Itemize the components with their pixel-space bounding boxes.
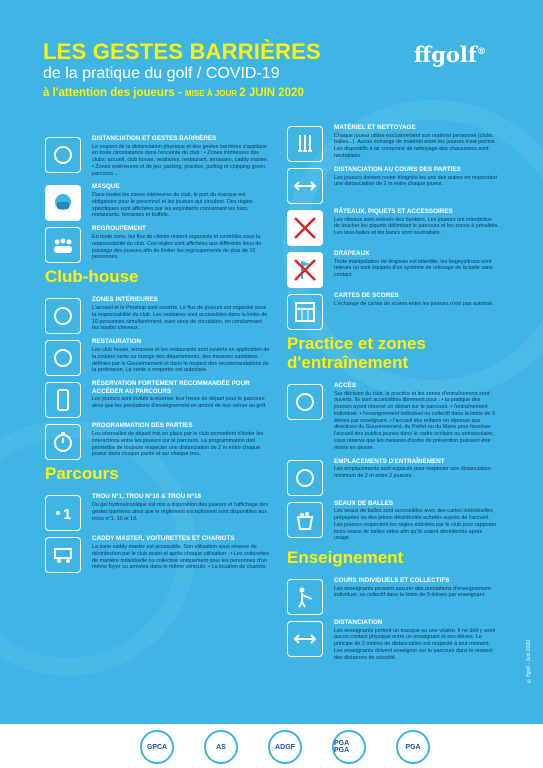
update-date: 2 JUIN 2020 [239, 87, 304, 99]
rule-item [287, 500, 499, 542]
rule-title: EMPLACEMENTS D'ENTRAÎNEMENT [334, 457, 445, 465]
flag-crossed-icon [287, 252, 323, 288]
rule-text: Du gel hydroalcoolique est mis à disposition des joueurs et l'affichage des gestes barrières ainsi que le règlement exceptionnel sont disponibles aux trous n°1, 10 et 18. [92, 501, 268, 522]
rule-text: Dans toutes les zones intérieures du club, le port du masque est obligatoire pour le personnel et les joueurs qui circulent. Des règles spécifiques sont affichées par les exploitants concernant les bars, restaurants, terrasses et buffets. [92, 191, 253, 219]
rule-title: DISTANCIATION AU COURS DES PARTIES [334, 166, 461, 173]
rule-title: SEAUX DE BALLES [334, 499, 394, 507]
update-label: MISE À JOUR [185, 89, 240, 98]
ffgolf-logo [414, 42, 486, 67]
rule-item [45, 422, 270, 458]
scorecard-icon [287, 294, 323, 330]
practice-access-icon [287, 384, 323, 420]
section-title: Parcours [45, 464, 119, 484]
rule-item [45, 225, 270, 261]
stopwatch-icon [45, 424, 81, 460]
golf-cart-icon [45, 537, 81, 573]
sofa-icon [45, 298, 81, 334]
rule-text: Les seaux de balles sont accessibles avec des cartes individuelles prépayées ou des jetons désinfectés achetés auprès de l'accueil. Les joueurs respectent les règles édictées par le club pour rapporter leurs seaux de balles vides afin qu'ils soient désinfectés après usage. [334, 508, 497, 542]
rule-item [45, 535, 270, 571]
group-icon [45, 227, 81, 263]
rule-title: DISTANCIATION ET GESTES BARRIÈRES [92, 135, 217, 142]
rule-text: Chaque joueur utilise exclusivement son matériel personnel (clubs, balles...). Aucun échange de matériel entre les joueurs n'est permis. Les dispositifs à air comprimé de nettoyage des chaussures sont neutralisés. [334, 132, 496, 159]
rule-item [287, 208, 499, 244]
rule-title: COURS INDIVIDUELS ET COLLECTIFS [334, 577, 450, 585]
hole-one-icon [45, 495, 81, 531]
rule-item [287, 124, 499, 160]
rule-item [45, 338, 270, 374]
rule-text: Les intervalles de départ mis en place par le club permettent d'éviter les interactions entre les joueurs sur le parcours. La programmation doit permettre de toujours respecter une distanciation de 2 m entre chaque joueur dans chaque partie et sur chaque trou. [92, 430, 264, 458]
coach-icon [287, 579, 323, 615]
phone-icon [45, 382, 81, 418]
subtitle-part-a: de la pratique du golf [43, 65, 193, 82]
audience-text: à l'attention des joueurs - [43, 87, 186, 99]
rule-item [287, 619, 499, 661]
rule-title: MASQUE [92, 183, 120, 191]
subtitle-separator: / [192, 65, 206, 82]
logo-text: ffgolf [414, 42, 477, 67]
rule-title: ACCÈS [334, 382, 357, 389]
subtitle-part-b: COVID-19 [205, 65, 280, 82]
training-spots-icon [287, 460, 323, 496]
section-title [287, 334, 499, 372]
rule-text: Les club house, terrasses et les restaurants sont ouverts en application de la couleur verte ou orange des départements, des mesures sanitaires définies par le Gouvernement et dans le respect des recommandations de la profession. La vente à emporter est autorisée. [92, 346, 270, 374]
sponsor-logo: PGA PGA [332, 730, 366, 764]
rule-text: Les emplacements sont espacés pour respecter une distanciation minimum de 2 m entre 2 joueurs. [334, 466, 491, 479]
rule-item [45, 183, 270, 219]
distancing-icon [45, 137, 81, 173]
sponsor-logo: PGA [396, 730, 430, 764]
rake-crossed-icon [287, 210, 323, 246]
rule-title: DISTANCIATION [334, 619, 383, 627]
rule-text: Toute manipulation de drapeau est interdite, les bogeys/trous sont relevés ou sont équipés d'un système de relevage de la balle sans contact. [334, 258, 493, 279]
rule-text: Sur décision du club, le practice et les zones d'entraînement sont ouverts. Ils sont accessibles librement pour : • la pratique des joueurs ayant réservé un départ sur le parcours. • l'entraînement individuel. • l'enseignement individuel ou collectif dans la limite de 9 élèves par enseignant. • l'accueil des enfants en réponse aux directives du Gouvernement, du Préfet ou du Maire pour favoriser l'accueil des publics jeunes dans le cadre scolaire ou extrascolaire, sous réserve que les mesures d'ordre de prévention puissent être mises en œuvre. [334, 390, 495, 451]
rule-item [287, 577, 499, 613]
rule-text: En toute zone, les flux de clients restent organisés et contrôlés sous la responsabilité du club. Ces règles sont affichées aux différents lieux de passage des joueurs afin de limiter les regroupements de plus de 10 personnes. [92, 233, 262, 261]
sponsor-logo: AS [204, 730, 238, 764]
rule-item [287, 458, 499, 494]
rule-text: Les enseignants peuvent assurer des prestations d'enseignement individuel, ou collectif dans la limite de 9 élèves par enseignant. [334, 585, 491, 599]
rule-text: Les râteaux sont enlevés des bunkers. Les joueurs ont interdiction de toucher les piquets délimitant le parcours et les zones à pénalités. Les lave-balles et les bancs sont neutralisés. [334, 216, 499, 237]
section-title: Enseignement [287, 548, 404, 568]
rule-item [45, 135, 270, 177]
header [43, 40, 423, 99]
rule-title: RÉSERVATION FORTEMENT RECOMMANDÉE POUR ACCÉDER AU PARCOURS [92, 380, 250, 395]
svg-text:1: 1 [63, 506, 72, 524]
rule-title: RÂTEAUX, PIQUETS ET ACCESSOIRES [334, 208, 453, 215]
rule-text: L'échange de cartes de scores entre les joueurs n'est pas autorisé. [334, 300, 494, 307]
golf-clubs-icon [287, 126, 323, 162]
rule-title: ZONES INTÉRIEURES [92, 296, 158, 304]
rule-title: DRAPEAUX [334, 250, 370, 257]
rule-title: TROU N°1, TROU N°10 & TROU N°18 [92, 493, 202, 501]
sponsor-logo: GPCA [140, 730, 174, 764]
rule-title: PROGRAMMATION DES PARTIES [92, 422, 193, 430]
mask-icon [45, 185, 81, 221]
right-column [287, 124, 499, 668]
rule-text: La zone caddy master est accessible. Son utilisation sous réserve de désinfection par le club avant et après chaque utilisation : • Les voiturettes de manière individuelle ou collective uniquement pour les personnes d'un même foyer ou arrivées dans le même véhicule. • La location de chariots. [92, 543, 269, 571]
rule-item [287, 250, 499, 286]
rule-item [45, 493, 270, 529]
rule-text: Le respect de la distanciation physique et des gestes barrières s'applique en toute circonstance dans l'enceinte du club : • Zones intérieures des clubs: accueil, club house, vestiaires, restaurant, terrasses, caddy master. • Zones extérieures et de jeu: parking, practice, putting et chipping green, parcours... [92, 143, 269, 177]
rule-item [287, 292, 499, 328]
rule-item [287, 166, 499, 202]
rule-item [45, 380, 270, 416]
rule-item [45, 296, 270, 332]
rule-title: REGROUPEMENT [92, 225, 146, 233]
section-title: Club-house [45, 267, 139, 287]
section-title-line1: Practice et zones [287, 334, 426, 353]
arrows-distance-icon [287, 621, 323, 657]
audience-line [43, 87, 423, 99]
rule-title: CARTES DE SCORES [334, 292, 399, 299]
ball-bucket-icon [287, 502, 323, 538]
page-subtitle [43, 65, 423, 83]
rule-title: CADDY MASTER, VOITURETTES ET CHARIOTS [92, 535, 235, 543]
rule-text: Les enseignants portent un masque ou une visière. Il ne doit y avoir aucun contact physique entre un enseignant et ses élèves. Le principe de 2 mètres de distanciation est respecté à tout moment. Les enseignants doivent enseigner sur le parcours dans le respect des distances de sécurité. [334, 627, 496, 661]
page-title: LES GESTES BARRIÈRES [43, 39, 321, 64]
rule-title: RESTAURATION [92, 338, 142, 346]
rule-text: Les joueurs sont invités à réserver leur heure de départ pour le parcours ainsi que les prestations d'enseignement en amont de leur venue au golf. [92, 396, 267, 410]
left-column [45, 135, 270, 577]
rule-text: Les joueurs doivent rester éloignés les uns des autres en respectant une distanciation de 2 m entre chaque joueur. [334, 174, 498, 188]
sponsor-logos [140, 730, 430, 764]
arrows-distance-icon [287, 168, 323, 204]
sponsor-logo: ADGF [268, 730, 302, 764]
rule-title: MATÉRIEL ET NETTOYAGE [334, 124, 416, 131]
rule-text: L'accueil et le Proshop sont ouverts. Le flux de joueurs est organisé sous la responsabilité du club. Les vestiaires sont accessibles dans la limite de 10 personnes simultanément, avec sens de circulation, en condamnant les lavabo cheveux. [92, 304, 268, 332]
section-title-line2: d'entraînement [287, 353, 409, 372]
rule-item [287, 382, 499, 452]
credit: ©ffgolf - Juin 2020 [526, 640, 532, 683]
restaurant-icon [45, 340, 81, 376]
logo-mark-icon: ® [476, 47, 486, 57]
